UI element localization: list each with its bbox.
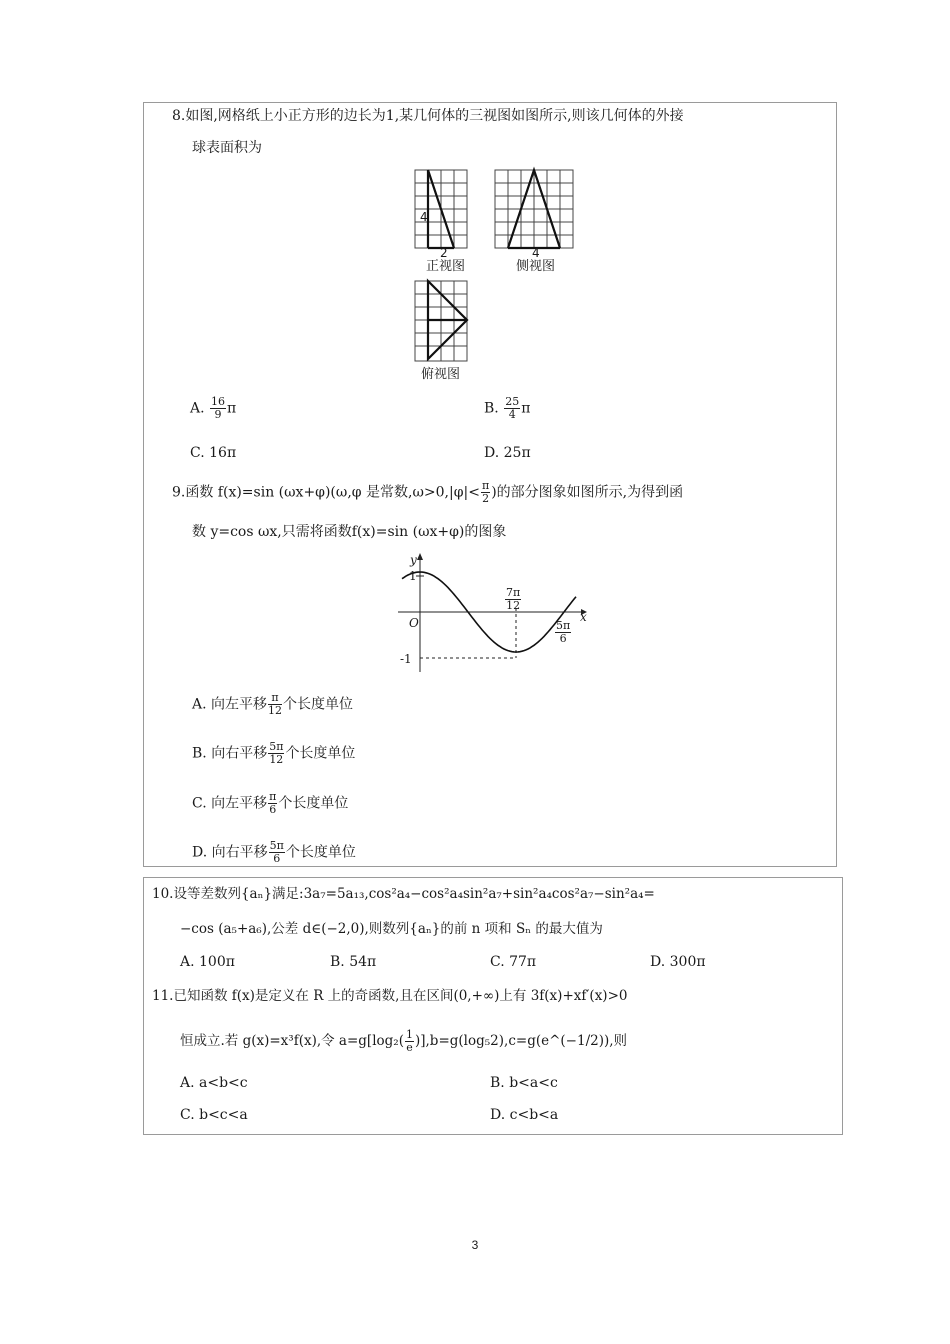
q9-stem-line2: 数 y=cos ωx,只需将函数f(x)=sin (ωx+φ)的图象 [192,524,507,540]
q8-option-a-num: 16 [211,395,226,408]
q11-option-c[interactable]: C. b<c<a [180,1107,248,1123]
q9-option-d-post: 个长度单位 [285,844,356,861]
q8-option-d[interactable] [484,444,531,462]
q9-option-d-den: 6 [273,852,281,865]
q10-stem-line1: 10.设等差数列{aₙ}满足:3a₇=5a₁₃,cos²a₄−cos²a₄sin²a₇+sin²a₄cos²a₇−sin²a₄= [152,886,655,902]
front-view-dim-h: 2 [440,246,448,260]
q9-option-c-num: π [269,790,277,803]
q9-option-c-post: 个长度单位 [278,795,349,812]
graph-mark-7pi-12 [504,587,522,612]
q9-option-d-pre: D. 向右平移 [192,844,268,861]
front-view-dim-v: 4 [420,210,428,224]
q11-stem-line1: 11.已知函数 f(x)是定义在 R 上的奇函数,且在区间(0,+∞)上有 3f(x)+xf′(x)>0 [152,988,628,1004]
q8-option-c[interactable] [190,444,236,462]
q10-option-b[interactable]: B. 54π [330,954,377,970]
q8-option-a-label: A. [190,400,205,417]
q11-stem-fraction [405,1029,414,1054]
q9-stem-part1: 9.函数 f(x)=sin (ωx+φ)(ω,φ 是常数,ω>0,|φ|< [172,484,480,501]
q9-option-d-fraction [269,840,285,865]
q9-stem-part2: )的部分图象如图所示,为得到函 [491,484,684,501]
q9-option-a[interactable] [192,692,353,717]
q9-option-a-post: 个长度单位 [283,696,354,713]
q10-option-a[interactable]: A. 100π [180,954,235,970]
q8-option-b-label: B. [484,400,499,417]
graph-mark1-den: 12 [506,599,521,612]
q8-option-a-suffix: π [227,400,237,417]
page-number: 3 [471,1238,479,1252]
q9-option-b-post: 个长度单位 [285,745,356,762]
q8-option-c-label: C. [190,445,205,461]
sine-graph [398,550,598,675]
side-view-caption: 侧视图 [516,259,556,274]
graph-x-label: x [580,610,587,624]
q9-option-a-pre: A. 向左平移 [192,696,268,713]
q11-stem-frac-den: e [406,1041,413,1054]
q9-stem-line1 [172,480,683,505]
graph-y-top-label: 1 [409,569,417,583]
q9-stem-fraction [481,480,490,505]
q9-option-a-num: π [268,692,282,705]
side-view-dim-h: 4 [532,246,540,260]
graph-mark1-num: 7π [506,586,521,599]
top-view-diagram [413,279,473,369]
q11-option-b[interactable]: B. b<a<c [490,1075,558,1091]
front-view-caption: 正视图 [426,259,466,274]
q9-option-d-num: 5π [269,839,284,852]
q8-option-c-text: 16π [209,445,237,461]
graph-y-bottom-label: -1 [400,652,412,666]
q11-stem-line2 [180,1029,627,1054]
q8-option-b-num: 25 [505,395,520,408]
q8-option-d-text: 25π [503,445,531,461]
q9-stem-frac-den: 2 [482,492,490,505]
q9-option-b-num: 5π [269,740,284,753]
q8-option-b-suffix: π [521,400,531,417]
graph-origin-label: O [409,616,419,630]
q9-stem-frac-num: π [481,479,490,492]
graph-mark1-fraction [505,587,521,612]
q10-option-d[interactable]: D. 300π [650,954,706,970]
graph-mark-5pi-6 [554,620,572,645]
q9-option-a-fraction [268,692,282,717]
q9-option-a-den: 12 [268,704,283,717]
question-box-10-11 [143,877,843,1135]
q9-option-b[interactable] [192,741,355,766]
q9-option-b-fraction [268,741,284,766]
q9-option-b-pre: B. 向右平移 [192,745,268,762]
q9-option-c-den: 6 [269,803,277,816]
q8-option-a-fraction [210,396,226,421]
y-axis-arrow-icon [417,553,423,560]
q11-option-a[interactable]: A. a<b<c [180,1075,248,1091]
q11-stem-frac-num: 1 [405,1028,413,1041]
q8-option-b[interactable] [484,396,530,421]
q9-option-d[interactable] [192,840,356,865]
q8-stem-line1: 8.如图,网格纸上小正方形的边长为1,某几何体的三视图如图所示,则该几何体的外接 [172,108,684,124]
q11-option-d[interactable]: D. c<b<a [490,1107,559,1123]
q10-stem-line2: −cos (a₅+a₆),公差 d∈(−2,0),则数列{aₙ}的前 n 项和 Sₙ 的最大值为 [180,921,603,937]
graph-mark2-den: 6 [559,632,567,645]
q9-option-c-fraction [268,791,277,816]
graph-mark2-fraction [555,620,571,645]
graph-mark2-num: 5π [556,619,571,632]
q9-option-c[interactable] [192,791,348,816]
q8-option-a[interactable] [190,396,236,421]
top-view-caption: 俯视图 [421,367,461,382]
graph-y-label: y [410,553,417,567]
q8-stem-line2: 球表面积为 [192,140,262,156]
q8-option-b-den: 4 [508,408,516,421]
q8-option-a-den: 9 [214,408,222,421]
q10-option-c[interactable]: C. 77π [490,954,537,970]
q9-option-c-pre: C. 向左平移 [192,795,268,812]
q11-stem-part1: 恒成立.若 g(x)=x³f(x),令 a=g[log₂( [180,1033,404,1049]
q8-option-b-fraction [504,396,520,421]
q11-stem-part2: )],b=g(log₅2),c=g(e^(−1/2)),则 [414,1033,628,1049]
q8-option-d-label: D. [484,445,500,461]
q9-option-b-den: 12 [269,753,284,766]
